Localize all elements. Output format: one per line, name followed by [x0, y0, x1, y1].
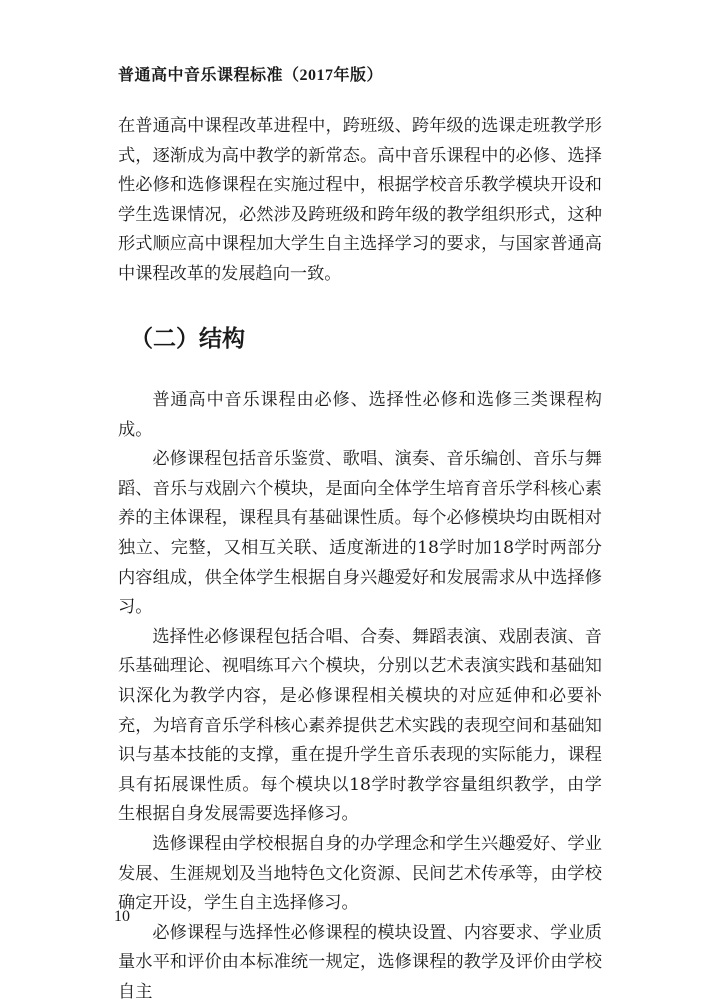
body-paragraph: 必修课程包括音乐鉴赏、歌唱、演奏、音乐编创、音乐与舞蹈、音乐与戏剧六个模块，是面向全体学生培育音乐学科核心素养的主体课程，课程具有基础课性质。每个必修模块均由既相对独立、完整，又相互关联、适度渐进的18学时加18学时两部分内容组成，供全体学生根据自身兴趣爱好和发展需求从中选择修习。: [118, 449, 602, 618]
section-heading: （二）结构: [130, 326, 245, 352]
body-paragraph: 选修课程由学校根据自身的办学理念和学生兴趣爱好、学业发展、生涯规划及当地特色文化资源、民间艺术传承等，由学校确定开设，学生自主选择修习。: [118, 833, 602, 914]
intro-text-block: [118, 112, 602, 290]
body-paragraph: 必修课程与选择性必修课程的模块设置、内容要求、学业质量水平和评价由本标准统一规定，选修课程的教学及评价由学校自主: [118, 922, 602, 1002]
body-paragraph: 普通高中音乐课程由必修、选择性必修和选修三类课程构成。: [118, 390, 602, 440]
page-number: 10: [114, 908, 130, 925]
structure-text-block: [118, 386, 602, 1007]
body-paragraph: 选择性必修课程包括合唱、合奏、舞蹈表演、戏剧表演、音乐基础理论、视唱练耳六个模块，分别以艺术表演实践和基础知识深化为教学内容，是必修课程相关模块的对应延伸和必要补充，为培育音乐学科核心素养提供艺术实践的表现空间和基础知识与基本技能的支撑，重在提升学生音乐表现的实际能力，课程具有拓展课性质。每个模块以18学时教学容量组织教学，由学生根据自身发展需要选择修习。: [118, 626, 602, 825]
intro-paragraph: 在普通高中课程改革进程中，跨班级、跨年级的选课走班教学形式，逐渐成为高中教学的新常态。高中音乐课程中的必修、选择性必修和选修课程在实施过程中，根据学校音乐教学模块开设和学生选课情况，必然涉及跨班级和跨年级的教学组织形式，这种形式顺应高中课程加大学生自主选择学习的要求，与国家普通高中课程改革的发展趋向一致。: [118, 116, 602, 284]
running-header: 普通高中音乐课程标准（2017年版）: [118, 67, 384, 84]
